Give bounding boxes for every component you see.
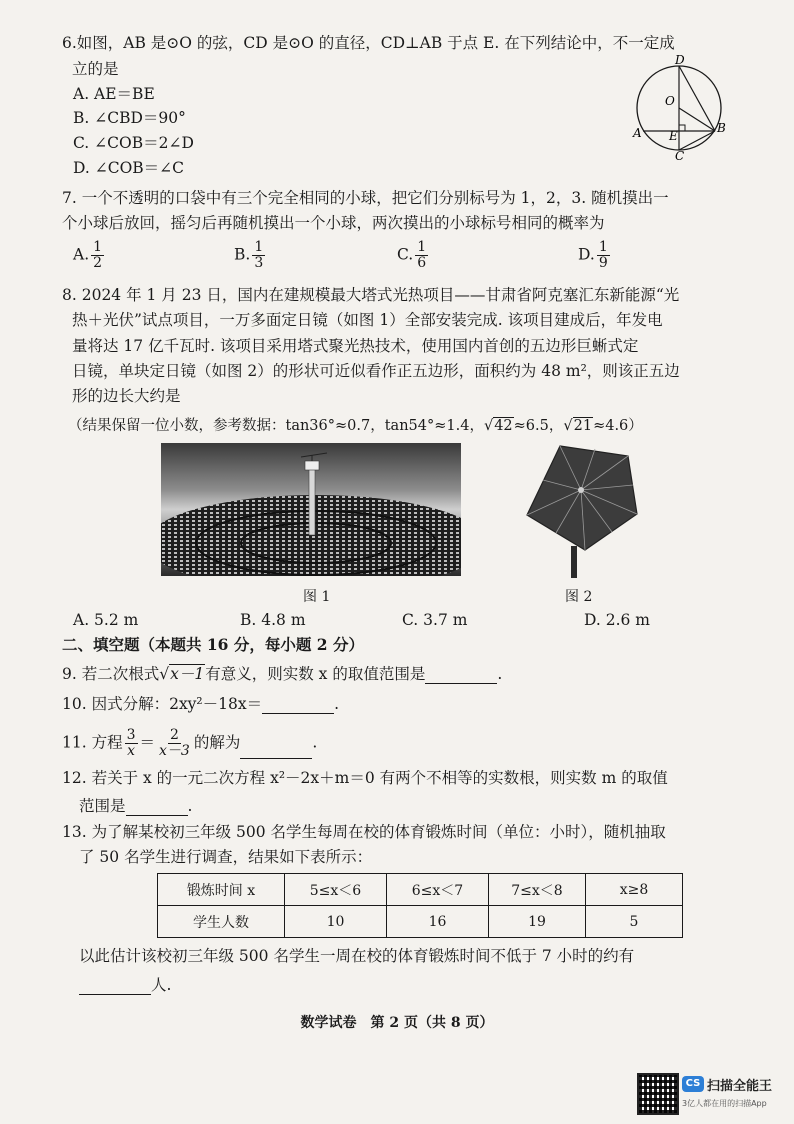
q6-stem-line2: 立的是 xyxy=(72,60,119,78)
right-angle-mark xyxy=(679,125,685,131)
figure2-pentagon-mirror xyxy=(515,440,645,580)
q12-line1: 12. 若关于 x 的一元二次方程 x²－2x＋m＝0 有两个不相等的实数根，则实数 m 的取值 xyxy=(62,769,668,787)
q8-note: （结果保留一位小数，参考数据：tan36°≈0.7，tan54°≈1.4，√42≈6.5，√21≈4.6） xyxy=(68,418,643,434)
q8-option-c: C. 3.7 m xyxy=(402,611,468,629)
q13-after-line1: 以此估计该校初三年级 500 名学生一周在校的体育锻炼时间不低于 7 小时的约有 xyxy=(79,947,635,965)
q13-line1: 13. 为了解某校初三年级 500 名学生每周在校的体育锻炼时间（单位：小时），随机抽取 xyxy=(62,823,666,841)
q9-prefix: 9. 若二次根式 xyxy=(62,665,160,683)
figure1-solar-field-photo xyxy=(161,443,461,576)
q11 xyxy=(62,728,317,759)
q11-equals: ＝ xyxy=(139,733,156,752)
label-a: A xyxy=(633,126,642,140)
q11-end: . xyxy=(312,733,318,752)
table-cell-count-1: 10 xyxy=(285,906,387,938)
segment-db xyxy=(679,66,715,131)
page-footer: 数学试卷 第 2 页（共 8 页） xyxy=(300,1015,494,1031)
q6-option-b: B. ∠CBD＝90° xyxy=(73,109,186,127)
q9-answer-blank[interactable] xyxy=(425,667,497,684)
q12-end: . xyxy=(187,797,193,815)
q7-option-b-fraction xyxy=(252,240,265,271)
q6-option-c: C. ∠COB＝2∠D xyxy=(73,134,194,152)
q7-option-d xyxy=(578,240,612,271)
q7-option-d-label: D. xyxy=(578,245,595,264)
scanner-app-name: 扫描全能王 xyxy=(707,1079,773,1094)
table-cell-count-4: 5 xyxy=(586,906,683,938)
q7-option-d-fraction xyxy=(597,240,610,271)
table-header-time: 锻炼时间 x xyxy=(158,874,285,906)
q7-option-c xyxy=(397,240,430,271)
table-cell-time-1: 5≤x＜6 xyxy=(285,874,387,906)
q12-line2 xyxy=(79,796,192,816)
figure1-caption: 图 1 xyxy=(303,589,331,605)
q12-line2-text: 范围是 xyxy=(79,797,126,815)
q11-right-fraction xyxy=(157,728,192,759)
q9: 9. 若二次根式√x－1有意义，则实数 x 的取值范围是 . xyxy=(62,665,503,683)
q7-option-c-num: 1 xyxy=(417,239,427,255)
q11-suffix: 的解为 xyxy=(193,733,241,752)
q7-option-d-num: 1 xyxy=(598,239,608,255)
q13-line2: 了 50 名学生进行调查，结果如下表所示： xyxy=(79,848,373,866)
q13-answer-blank[interactable] xyxy=(79,978,151,995)
q8-note-sqrt42: 42 xyxy=(494,418,513,434)
label-e: E xyxy=(669,129,678,143)
q10-end: . xyxy=(334,695,340,713)
q13-after-line2-text: 人. xyxy=(151,976,172,994)
q6-stem-line1: 6.如图，AB 是⊙O 的弦，CD 是⊙O 的直径，CD⊥AB 于点 E. 在下列结论中，不一定成 xyxy=(62,34,675,52)
q8-option-a: A. 5.2 m xyxy=(73,611,139,629)
table-cell-count-2: 16 xyxy=(387,906,489,938)
table-cell-time-2: 6≤x＜7 xyxy=(387,874,489,906)
q11-answer-blank[interactable] xyxy=(240,742,312,759)
figure2-caption: 图 2 xyxy=(565,589,593,605)
q8-note-prefix: （结果保留一位小数，参考数据：tan36°≈0.7，tan54°≈1.4， xyxy=(68,418,484,434)
q13-after-line2 xyxy=(79,975,171,995)
q11-left-num: 3 xyxy=(126,727,136,743)
label-o: O xyxy=(665,94,675,108)
q10-text: 10. 因式分解：2xy²－18x＝ xyxy=(62,695,263,713)
segment-cb xyxy=(679,131,715,150)
qr-code-icon xyxy=(637,1073,679,1115)
q11-right-den: x－3 xyxy=(159,743,190,759)
q9-end: . xyxy=(497,665,503,683)
q6-circle-figure xyxy=(630,52,730,162)
table-row-time xyxy=(158,874,683,906)
label-c: C xyxy=(675,149,685,162)
q11-prefix: 11. 方程 xyxy=(62,733,123,752)
q7-option-a-label: A. xyxy=(73,245,90,264)
q8-note-mid1: ≈6.5， xyxy=(513,418,564,434)
q7-option-b xyxy=(234,240,267,271)
q9-suffix: 有意义，则实数 x 的取值范围是 xyxy=(205,665,426,683)
q8-option-d: D. 2.6 m xyxy=(584,611,651,629)
q7-option-c-fraction xyxy=(415,240,428,271)
camscanner-logo-icon: CS xyxy=(682,1076,704,1092)
q10-answer-blank[interactable] xyxy=(262,697,334,714)
q7-stem-line1: 7. 一个不透明的口袋中有三个完全相同的小球，把它们分别标号为 1，2，3. 随机摸出一 xyxy=(62,189,669,207)
q9-radicand: x－1 xyxy=(170,665,205,683)
table-cell-count-3: 19 xyxy=(489,906,586,938)
q7-option-a-fraction xyxy=(91,240,104,271)
q8-option-b: B. 4.8 m xyxy=(240,611,306,629)
q8-line1: 8. 2024 年 1 月 23 日，国内在建规模最大塔式光热项目——甘肃省阿克塞汇东新能源“光 xyxy=(62,286,680,304)
q12-answer-blank[interactable] xyxy=(126,799,188,816)
q8-line3: 量将达 17 亿千瓦时. 该项目采用塔式聚光热技术，使用国内首创的五边形巨蜥式定 xyxy=(72,337,639,355)
q7-option-a-num: 1 xyxy=(93,239,103,255)
table-row-count xyxy=(158,906,683,938)
q8-note-sqrt21: 21 xyxy=(573,418,593,434)
q11-left-den: x xyxy=(127,743,135,759)
q13-frequency-table xyxy=(157,873,683,938)
table-cell-time-3: 7≤x＜8 xyxy=(489,874,586,906)
q6-option-d: D. ∠COB＝∠C xyxy=(73,159,185,177)
q8-note-mid2: ≈4.6） xyxy=(593,418,643,434)
q11-left-fraction xyxy=(125,728,138,759)
q6-option-a: A. AE＝BE xyxy=(73,85,155,103)
q7-option-a-den: 2 xyxy=(93,255,103,271)
table-header-count: 学生人数 xyxy=(158,906,285,938)
q7-option-b-label: B. xyxy=(234,245,251,264)
label-b: B xyxy=(717,121,726,135)
q10 xyxy=(62,694,339,714)
segment-ob xyxy=(679,108,715,131)
q8-line2: 热＋光伏”试点项目，一万多面定日镜（如图 1）全部安装完成. 该项目建成后，年发电 xyxy=(72,311,663,329)
q7-option-c-den: 6 xyxy=(417,255,427,271)
scanner-tagline: 3亿人都在用的扫描App xyxy=(682,1099,767,1108)
mirror-hub xyxy=(578,487,584,493)
q8-line5: 形的边长大约是 xyxy=(72,387,181,405)
q7-option-b-num: 1 xyxy=(254,239,264,255)
q7-option-b-den: 3 xyxy=(254,255,264,271)
section2-heading: 二、填空题（本题共 16 分，每小题 2 分） xyxy=(62,635,364,654)
q7-option-d-den: 9 xyxy=(598,255,608,271)
table-cell-time-4: x≥8 xyxy=(586,874,683,906)
q8-line4: 日镜，单块定日镜（如图 2）的形状可近似看作正五边形，面积约为 48 m²，则该正五边 xyxy=(72,362,680,380)
q7-stem-line2: 个小球后放回，摇匀后再随机摸出一个小球，两次摸出的小球标号相同的概率为 xyxy=(62,214,605,232)
q7-option-c-label: C. xyxy=(397,245,414,264)
label-d: D xyxy=(675,53,685,67)
q11-right-num: 2 xyxy=(169,727,179,743)
q7-option-a xyxy=(73,240,106,271)
mirror-pole xyxy=(571,546,577,578)
